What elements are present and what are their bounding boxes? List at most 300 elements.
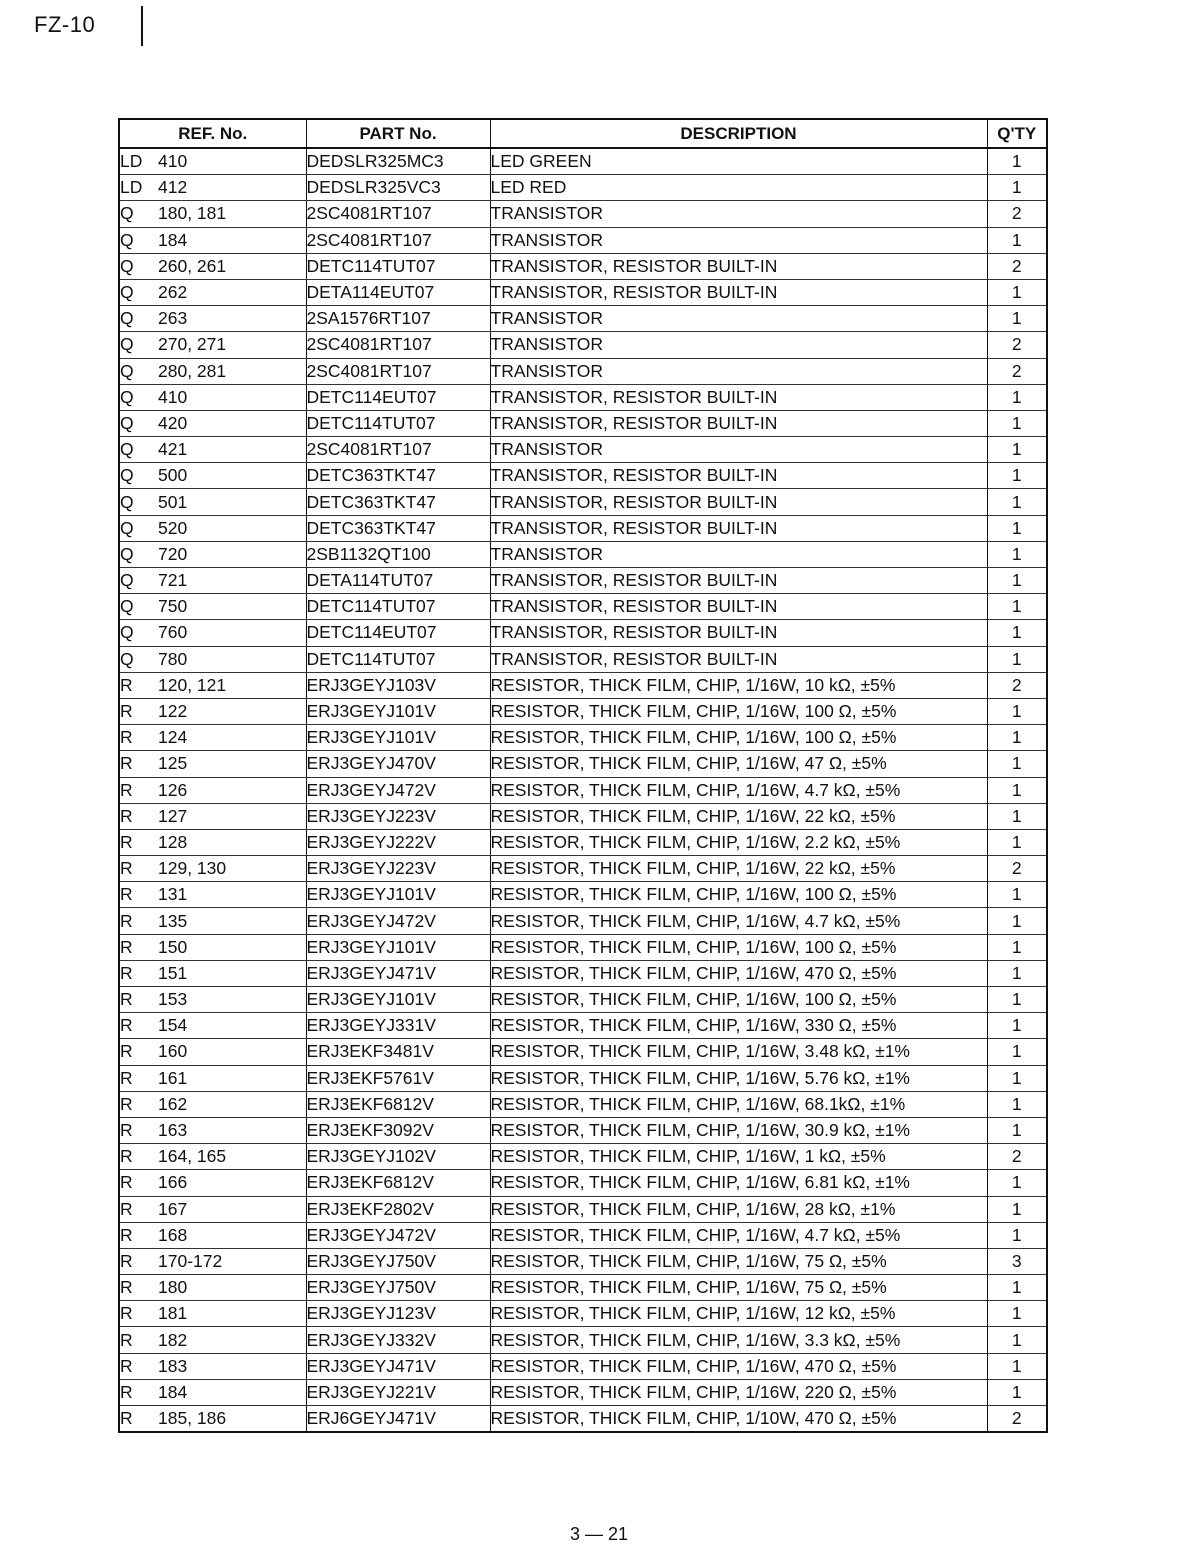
ref-no-cell	[119, 829, 306, 855]
description-cell: TRANSISTOR, RESISTOR BUILT-IN	[490, 463, 987, 489]
part-no-cell: ERJ3GEYJ101V	[306, 725, 490, 751]
ref-number: 166	[158, 1172, 188, 1193]
table-row	[119, 829, 1047, 855]
ref-type: R	[120, 674, 133, 695]
ref-type: Q	[120, 386, 134, 407]
ref-no-cell	[119, 410, 306, 436]
description-cell: TRANSISTOR, RESISTOR BUILT-IN	[490, 515, 987, 541]
ref-type: LD	[120, 151, 143, 172]
ref-number: 185, 186	[158, 1408, 227, 1429]
ref-no-cell	[119, 253, 306, 279]
description-cell: RESISTOR, THICK FILM, CHIP, 1/16W, 6.81 kΩ, ±1%	[490, 1170, 987, 1196]
ref-no-cell	[119, 148, 306, 175]
ref-no-cell	[119, 306, 306, 332]
ref-no-cell	[119, 698, 306, 724]
ref-number: 780	[158, 648, 188, 669]
description-cell: TRANSISTOR	[490, 437, 987, 463]
part-no-cell: DETC363TKT47	[306, 515, 490, 541]
ref-number: 760	[158, 622, 188, 643]
part-no-cell: ERJ3GEYJ750V	[306, 1248, 490, 1274]
ref-type: R	[120, 753, 133, 774]
ref-type: Q	[120, 491, 134, 512]
qty-cell: 1	[987, 1065, 1047, 1091]
description-cell: RESISTOR, THICK FILM, CHIP, 1/16W, 68.1kΩ, ±1%	[490, 1091, 987, 1117]
qty-cell: 1	[987, 489, 1047, 515]
ref-type: Q	[120, 622, 134, 643]
ref-type: Q	[120, 255, 134, 276]
ref-number: 262	[158, 282, 188, 303]
ref-no-cell	[119, 1091, 306, 1117]
description-cell: TRANSISTOR	[490, 541, 987, 567]
ref-no-cell	[119, 227, 306, 253]
ref-number: 161	[158, 1067, 188, 1088]
part-no-cell: ERJ3GEYJ472V	[306, 1222, 490, 1248]
page-number: 3 — 21	[569, 1524, 629, 1544]
ref-type: R	[120, 1146, 133, 1167]
description-cell: TRANSISTOR	[490, 227, 987, 253]
table-row	[119, 672, 1047, 698]
ref-number: 263	[158, 308, 188, 329]
ref-type: R	[120, 1303, 133, 1324]
ref-type: R	[120, 1067, 133, 1088]
description-cell: RESISTOR, THICK FILM, CHIP, 1/16W, 100 Ω, ±5%	[490, 934, 987, 960]
table-row	[119, 384, 1047, 410]
ref-no-cell	[119, 1065, 306, 1091]
description-cell: TRANSISTOR	[490, 201, 987, 227]
ref-number: 153	[158, 989, 188, 1010]
ref-type: Q	[120, 229, 134, 250]
part-no-cell: ERJ3GEYJ472V	[306, 908, 490, 934]
ref-type: R	[120, 910, 133, 931]
description-cell: RESISTOR, THICK FILM, CHIP, 1/16W, 5.76 kΩ, ±1%	[490, 1065, 987, 1091]
table-row	[119, 646, 1047, 672]
part-no-cell: 2SC4081RT107	[306, 358, 490, 384]
description-cell: RESISTOR, THICK FILM, CHIP, 1/16W, 4.7 kΩ, ±5%	[490, 777, 987, 803]
ref-type: R	[120, 1329, 133, 1350]
qty-cell: 2	[987, 332, 1047, 358]
ref-number: 129, 130	[158, 858, 227, 879]
table-row	[119, 620, 1047, 646]
description-cell: RESISTOR, THICK FILM, CHIP, 1/16W, 10 kΩ, ±5%	[490, 672, 987, 698]
table-row	[119, 175, 1047, 201]
ref-number: 162	[158, 1093, 188, 1114]
qty-cell: 1	[987, 646, 1047, 672]
table-row	[119, 856, 1047, 882]
description-cell: TRANSISTOR, RESISTOR BUILT-IN	[490, 620, 987, 646]
table-row	[119, 987, 1047, 1013]
qty-cell: 1	[987, 803, 1047, 829]
table-row	[119, 568, 1047, 594]
part-no-cell: ERJ3GEYJ101V	[306, 934, 490, 960]
ref-number: 154	[158, 1015, 188, 1036]
qty-cell: 1	[987, 1091, 1047, 1117]
part-no-cell: ERJ3GEYJ101V	[306, 882, 490, 908]
ref-no-cell	[119, 987, 306, 1013]
ref-no-cell	[119, 1039, 306, 1065]
description-cell: RESISTOR, THICK FILM, CHIP, 1/16W, 470 Ω, ±5%	[490, 1353, 987, 1379]
ref-type: Q	[120, 203, 134, 224]
ref-type: Q	[120, 360, 134, 381]
ref-no-cell	[119, 646, 306, 672]
ref-no-cell	[119, 384, 306, 410]
ref-no-cell	[119, 1353, 306, 1379]
ref-no-cell	[119, 175, 306, 201]
ref-number: 420	[158, 412, 188, 433]
ref-type: LD	[120, 177, 143, 198]
ref-type: R	[120, 701, 133, 722]
ref-number: 151	[158, 962, 188, 983]
table-row	[119, 1117, 1047, 1143]
table-row	[119, 1301, 1047, 1327]
ref-no-cell	[119, 463, 306, 489]
description-cell: RESISTOR, THICK FILM, CHIP, 1/16W, 100 Ω, ±5%	[490, 987, 987, 1013]
part-no-cell: 2SC4081RT107	[306, 227, 490, 253]
table-row	[119, 201, 1047, 227]
qty-cell: 1	[987, 279, 1047, 305]
ref-number: 160	[158, 1041, 188, 1062]
ref-no-cell	[119, 1196, 306, 1222]
part-no-cell: DETC363TKT47	[306, 463, 490, 489]
part-no-cell: DETC114EUT07	[306, 384, 490, 410]
ref-no-cell	[119, 960, 306, 986]
table-row	[119, 1039, 1047, 1065]
description-cell: RESISTOR, THICK FILM, CHIP, 1/16W, 22 kΩ, ±5%	[490, 856, 987, 882]
table-row	[119, 1196, 1047, 1222]
description-cell: TRANSISTOR	[490, 358, 987, 384]
qty-cell: 1	[987, 908, 1047, 934]
qty-cell: 1	[987, 960, 1047, 986]
qty-cell: 1	[987, 175, 1047, 201]
qty-cell: 2	[987, 672, 1047, 698]
ref-no-cell	[119, 1406, 306, 1433]
ref-no-cell	[119, 1117, 306, 1143]
ref-number: 168	[158, 1224, 188, 1245]
ref-no-cell	[119, 1144, 306, 1170]
qty-cell: 1	[987, 1117, 1047, 1143]
ref-number: 520	[158, 517, 188, 538]
column-header-qty: Q'TY	[987, 119, 1047, 148]
ref-no-cell	[119, 568, 306, 594]
description-cell: RESISTOR, THICK FILM, CHIP, 1/10W, 470 Ω, ±5%	[490, 1406, 987, 1433]
description-cell: RESISTOR, THICK FILM, CHIP, 1/16W, 220 Ω, ±5%	[490, 1379, 987, 1405]
description-cell: RESISTOR, THICK FILM, CHIP, 1/16W, 3.3 kΩ, ±5%	[490, 1327, 987, 1353]
description-cell: RESISTOR, THICK FILM, CHIP, 1/16W, 22 kΩ, ±5%	[490, 803, 987, 829]
qty-cell: 1	[987, 410, 1047, 436]
ref-no-cell	[119, 672, 306, 698]
part-no-cell: 2SA1576RT107	[306, 306, 490, 332]
qty-cell: 3	[987, 1248, 1047, 1274]
ref-no-cell	[119, 332, 306, 358]
description-cell: RESISTOR, THICK FILM, CHIP, 1/16W, 2.2 kΩ, ±5%	[490, 829, 987, 855]
part-no-cell: ERJ3EKF6812V	[306, 1170, 490, 1196]
part-no-cell: ERJ3EKF3092V	[306, 1117, 490, 1143]
ref-number: 721	[158, 570, 188, 591]
part-no-cell: DETC114TUT07	[306, 646, 490, 672]
qty-cell: 1	[987, 148, 1047, 175]
part-no-cell: ERJ3GEYJ123V	[306, 1301, 490, 1327]
ref-number: 126	[158, 779, 188, 800]
qty-cell: 1	[987, 437, 1047, 463]
description-cell: RESISTOR, THICK FILM, CHIP, 1/16W, 100 Ω, ±5%	[490, 882, 987, 908]
ref-number: 270, 271	[158, 334, 227, 355]
table-row	[119, 1406, 1047, 1433]
table-row	[119, 1144, 1047, 1170]
description-cell: RESISTOR, THICK FILM, CHIP, 1/16W, 30.9 kΩ, ±1%	[490, 1117, 987, 1143]
part-no-cell: ERJ3EKF5761V	[306, 1065, 490, 1091]
part-no-cell: ERJ3GEYJ101V	[306, 698, 490, 724]
ref-type: Q	[120, 517, 134, 538]
ref-type: Q	[120, 439, 134, 460]
part-no-cell: DETC363TKT47	[306, 489, 490, 515]
qty-cell: 2	[987, 856, 1047, 882]
ref-no-cell	[119, 777, 306, 803]
description-cell: RESISTOR, THICK FILM, CHIP, 1/16W, 75 Ω, ±5%	[490, 1275, 987, 1301]
part-no-cell: DEDSLR325MC3	[306, 148, 490, 175]
table-row	[119, 1222, 1047, 1248]
parts-list-table	[118, 118, 1048, 1433]
part-no-cell: DETC114TUT07	[306, 410, 490, 436]
ref-type: R	[120, 1120, 133, 1141]
description-cell: RESISTOR, THICK FILM, CHIP, 1/16W, 12 kΩ, ±5%	[490, 1301, 987, 1327]
ref-number: 125	[158, 753, 188, 774]
ref-number: 135	[158, 910, 188, 931]
part-no-cell: ERJ3GEYJ471V	[306, 960, 490, 986]
table-row	[119, 148, 1047, 175]
part-no-cell: 2SC4081RT107	[306, 201, 490, 227]
table-row	[119, 541, 1047, 567]
ref-type: R	[120, 884, 133, 905]
ref-no-cell	[119, 1222, 306, 1248]
qty-cell: 1	[987, 568, 1047, 594]
qty-cell: 1	[987, 594, 1047, 620]
ref-no-cell	[119, 1248, 306, 1274]
qty-cell: 1	[987, 1222, 1047, 1248]
table-row	[119, 1379, 1047, 1405]
part-no-cell: ERJ3GEYJ101V	[306, 987, 490, 1013]
ref-number: 180	[158, 1277, 188, 1298]
qty-cell: 1	[987, 515, 1047, 541]
ref-no-cell	[119, 908, 306, 934]
ref-number: 184	[158, 1381, 188, 1402]
qty-cell: 2	[987, 253, 1047, 279]
qty-cell: 1	[987, 1301, 1047, 1327]
part-no-cell: 2SB1132QT100	[306, 541, 490, 567]
table-row	[119, 306, 1047, 332]
ref-type: Q	[120, 412, 134, 433]
model-title: FZ-10	[34, 12, 96, 37]
ref-no-cell	[119, 1327, 306, 1353]
table-row	[119, 515, 1047, 541]
ref-number: 500	[158, 465, 188, 486]
qty-cell: 1	[987, 829, 1047, 855]
ref-type: R	[120, 831, 133, 852]
ref-number: 180, 181	[158, 203, 227, 224]
ref-no-cell	[119, 279, 306, 305]
part-no-cell: DETC114TUT07	[306, 594, 490, 620]
table-row	[119, 1275, 1047, 1301]
ref-no-cell	[119, 856, 306, 882]
qty-cell: 2	[987, 201, 1047, 227]
ref-type: R	[120, 1224, 133, 1245]
ref-type: Q	[120, 596, 134, 617]
part-no-cell: ERJ6GEYJ471V	[306, 1406, 490, 1433]
description-cell: TRANSISTOR, RESISTOR BUILT-IN	[490, 410, 987, 436]
part-no-cell: ERJ3GEYJ222V	[306, 829, 490, 855]
ref-type: R	[120, 779, 133, 800]
ref-no-cell	[119, 934, 306, 960]
qty-cell: 1	[987, 1013, 1047, 1039]
qty-cell: 1	[987, 620, 1047, 646]
ref-number: 167	[158, 1198, 188, 1219]
table-row	[119, 960, 1047, 986]
qty-cell: 1	[987, 463, 1047, 489]
column-header-ref-no: REF. No.	[119, 119, 306, 148]
table-row	[119, 1170, 1047, 1196]
qty-cell: 1	[987, 882, 1047, 908]
description-cell: TRANSISTOR, RESISTOR BUILT-IN	[490, 279, 987, 305]
description-cell: RESISTOR, THICK FILM, CHIP, 1/16W, 75 Ω, ±5%	[490, 1248, 987, 1274]
table-row	[119, 594, 1047, 620]
part-no-cell: ERJ3EKF3481V	[306, 1039, 490, 1065]
part-no-cell: DETC114TUT07	[306, 253, 490, 279]
qty-cell: 1	[987, 987, 1047, 1013]
table-row	[119, 934, 1047, 960]
ref-no-cell	[119, 882, 306, 908]
ref-type: Q	[120, 308, 134, 329]
table-row	[119, 437, 1047, 463]
ref-no-cell	[119, 1170, 306, 1196]
table-row	[119, 725, 1047, 751]
ref-type: R	[120, 1015, 133, 1036]
ref-number: 120, 121	[158, 674, 227, 695]
column-header-description: DESCRIPTION	[490, 119, 987, 148]
ref-type: Q	[120, 334, 134, 355]
qty-cell: 1	[987, 1379, 1047, 1405]
table-header-row	[119, 119, 1047, 148]
qty-cell: 1	[987, 306, 1047, 332]
ref-no-cell	[119, 1301, 306, 1327]
description-cell: TRANSISTOR, RESISTOR BUILT-IN	[490, 384, 987, 410]
ref-type: Q	[120, 543, 134, 564]
qty-cell: 1	[987, 698, 1047, 724]
qty-cell: 2	[987, 1144, 1047, 1170]
ref-type: R	[120, 858, 133, 879]
table-row	[119, 908, 1047, 934]
qty-cell: 1	[987, 777, 1047, 803]
table-row	[119, 1327, 1047, 1353]
part-no-cell: DEDSLR325VC3	[306, 175, 490, 201]
part-no-cell: ERJ3GEYJ223V	[306, 856, 490, 882]
part-no-cell: ERJ3GEYJ470V	[306, 751, 490, 777]
ref-number: 183	[158, 1355, 188, 1376]
ref-number: 164, 165	[158, 1146, 227, 1167]
description-cell: TRANSISTOR	[490, 332, 987, 358]
qty-cell: 1	[987, 751, 1047, 777]
table-row	[119, 777, 1047, 803]
part-no-cell: ERJ3EKF2802V	[306, 1196, 490, 1222]
qty-cell: 2	[987, 358, 1047, 384]
column-header-part-no: PART No.	[306, 119, 490, 148]
ref-type: R	[120, 1381, 133, 1402]
qty-cell: 1	[987, 1196, 1047, 1222]
ref-no-cell	[119, 725, 306, 751]
part-no-cell: ERJ3GEYJ750V	[306, 1275, 490, 1301]
qty-cell: 1	[987, 1327, 1047, 1353]
table-row	[119, 358, 1047, 384]
ref-no-cell	[119, 1379, 306, 1405]
description-cell: TRANSISTOR	[490, 306, 987, 332]
ref-number: 260, 261	[158, 255, 227, 276]
description-cell: RESISTOR, THICK FILM, CHIP, 1/16W, 100 Ω, ±5%	[490, 698, 987, 724]
part-no-cell: ERJ3GEYJ331V	[306, 1013, 490, 1039]
ref-number: 421	[158, 439, 188, 460]
ref-type: Q	[120, 648, 134, 669]
ref-number: 182	[158, 1329, 188, 1350]
ref-type: R	[120, 936, 133, 957]
part-no-cell: ERJ3EKF6812V	[306, 1091, 490, 1117]
part-no-cell: ERJ3GEYJ472V	[306, 777, 490, 803]
ref-number: 163	[158, 1120, 188, 1141]
description-cell: RESISTOR, THICK FILM, CHIP, 1/16W, 330 Ω, ±5%	[490, 1013, 987, 1039]
ref-number: 150	[158, 936, 188, 957]
description-cell: RESISTOR, THICK FILM, CHIP, 1/16W, 100 Ω, ±5%	[490, 725, 987, 751]
ref-no-cell	[119, 489, 306, 515]
part-no-cell: DETA114EUT07	[306, 279, 490, 305]
ref-no-cell	[119, 1013, 306, 1039]
header-divider	[141, 6, 143, 46]
ref-number: 280, 281	[158, 360, 227, 381]
part-no-cell: DETC114EUT07	[306, 620, 490, 646]
qty-cell: 1	[987, 1039, 1047, 1065]
ref-no-cell	[119, 201, 306, 227]
qty-cell: 1	[987, 1353, 1047, 1379]
qty-cell: 1	[987, 384, 1047, 410]
table-row	[119, 489, 1047, 515]
description-cell: RESISTOR, THICK FILM, CHIP, 1/16W, 470 Ω, ±5%	[490, 960, 987, 986]
table-row	[119, 279, 1047, 305]
ref-no-cell	[119, 620, 306, 646]
part-no-cell: ERJ3GEYJ223V	[306, 803, 490, 829]
ref-no-cell	[119, 1275, 306, 1301]
table-row	[119, 410, 1047, 436]
qty-cell: 1	[987, 1275, 1047, 1301]
ref-type: R	[120, 1408, 133, 1429]
table-row	[119, 698, 1047, 724]
part-no-cell: DETA114TUT07	[306, 568, 490, 594]
description-cell: RESISTOR, THICK FILM, CHIP, 1/16W, 47 Ω, ±5%	[490, 751, 987, 777]
ref-number: 410	[158, 386, 188, 407]
ref-type: R	[120, 805, 133, 826]
description-cell: RESISTOR, THICK FILM, CHIP, 1/16W, 1 kΩ, ±5%	[490, 1144, 987, 1170]
table-row	[119, 1248, 1047, 1274]
ref-number: 501	[158, 491, 188, 512]
qty-cell: 2	[987, 1406, 1047, 1433]
ref-number: 412	[158, 177, 188, 198]
description-cell: RESISTOR, THICK FILM, CHIP, 1/16W, 28 kΩ, ±1%	[490, 1196, 987, 1222]
ref-type: Q	[120, 282, 134, 303]
description-cell: TRANSISTOR, RESISTOR BUILT-IN	[490, 646, 987, 672]
description-cell: RESISTOR, THICK FILM, CHIP, 1/16W, 3.48 kΩ, ±1%	[490, 1039, 987, 1065]
table-row	[119, 882, 1047, 908]
qty-cell: 1	[987, 541, 1047, 567]
ref-type: R	[120, 1277, 133, 1298]
ref-no-cell	[119, 515, 306, 541]
table-row	[119, 1091, 1047, 1117]
description-cell: RESISTOR, THICK FILM, CHIP, 1/16W, 4.7 kΩ, ±5%	[490, 1222, 987, 1248]
ref-no-cell	[119, 541, 306, 567]
description-cell: TRANSISTOR, RESISTOR BUILT-IN	[490, 489, 987, 515]
qty-cell: 1	[987, 934, 1047, 960]
